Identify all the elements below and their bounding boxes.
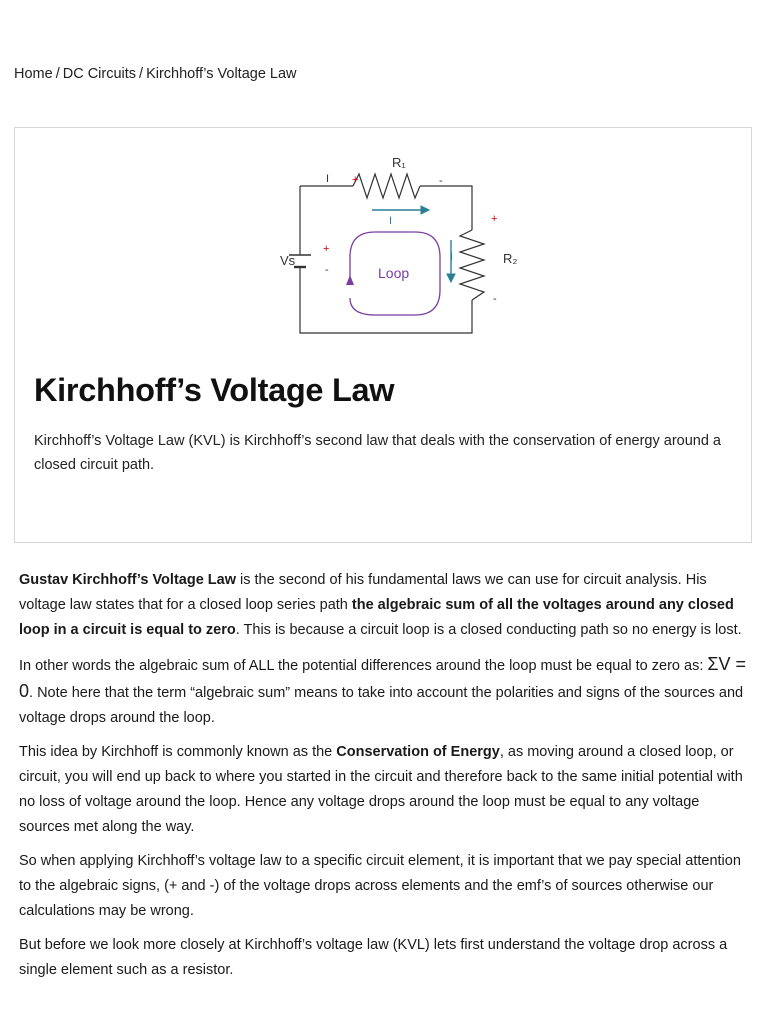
wire-top-right [420,186,472,230]
bold-text: Gustav Kirchhoff’s Voltage Law [19,572,236,588]
loop-arrow-icon [346,275,354,285]
polarity-plus-r1: + [352,174,359,186]
page-summary: Kirchhoff’s Voltage Law (KVL) is Kirchhoff’s second law that deals with the conservation of energy around a closed circuit path. [34,433,721,473]
paragraph-voltage-drop: But before we look more closely at Kirchhoff’s voltage law (KVL) lets first understand the voltage drop across a single element such as a resistor. [19,937,728,978]
text-span: . Note here that the term “algebraic sum” means to take into account the polarities and signs of the sources and voltage drops around the loop. [19,685,744,726]
text-span: is the second of his fundamental laws we can use for circuit analysis. His voltage law states that for a closed loop series path [19,572,707,613]
text-span: . This is because a circuit loop is a closed conducting path so no energy is lost. [235,622,742,638]
polarity-minus-r2: - [493,293,497,305]
kvl-circuit-diagram [265,150,535,340]
arrowhead-icon [447,274,455,282]
paragraph-algebraic-signs: So when applying Kirchhoff’s voltage law to a specific circuit element, it is important that we pay special attention to the algebraic signs, (+ and -) of the voltage drops across elements and the emf’s of sources otherwise our calculations may be wrong. [19,853,741,919]
breadcrumb-dc-circuits-link[interactable]: DC Circuits [62,66,137,82]
bold-text: Conservation of Energy [336,744,500,760]
kvl-formula: ΣV = 0 [19,654,747,701]
polarity-minus-r1: - [439,175,443,187]
label-current-top: I [389,215,393,227]
paragraph-conservation [19,740,754,840]
breadcrumb-current: Kirchhoff’s Voltage Law [146,66,297,82]
polarity-plus-battery: + [323,243,330,255]
label-r2: R₂ [503,251,518,266]
page-title: Kirchhoff’s Voltage Law [34,372,395,408]
label-current-right: I [450,251,454,263]
breadcrumb-home-link[interactable]: Home [14,66,53,82]
article-body [19,568,754,992]
breadcrumb-separator: / [139,66,144,82]
resistor-r2 [460,230,484,300]
polarity-minus-battery: - [325,264,329,276]
hero-card [14,127,752,543]
polarity-plus-r2: + [491,213,498,225]
text-span: , as moving around a closed loop, or circuit, you will end up back to where you started in the circuit and therefore back to the same initial potential with no loss of voltage around the loop. Hence any voltage drops around the loop must be equal to any voltage sources met along the way. [19,744,743,835]
arrowhead-icon [421,206,429,214]
breadcrumb-separator: / [55,66,60,82]
label-r1: R₁ [392,155,406,170]
bold-text: the algebraic sum of all the voltages around any closed loop in a circuit is equal to zero [19,597,734,638]
paragraph-algebraic-sum [19,652,754,731]
text-span: This idea by Kirchhoff is commonly known as the [19,744,337,760]
label-vs: Vs [280,253,296,268]
label-loop: Loop [378,265,410,281]
breadcrumb [14,66,297,82]
label-current-top-left: I [326,173,330,185]
paragraph-intro [19,568,754,643]
circuit-wires [300,186,472,333]
text-span: In other words the algebraic sum of ALL the potential differences around the loop must be equal to zero as: [19,658,708,674]
resistor-r1 [353,174,420,198]
